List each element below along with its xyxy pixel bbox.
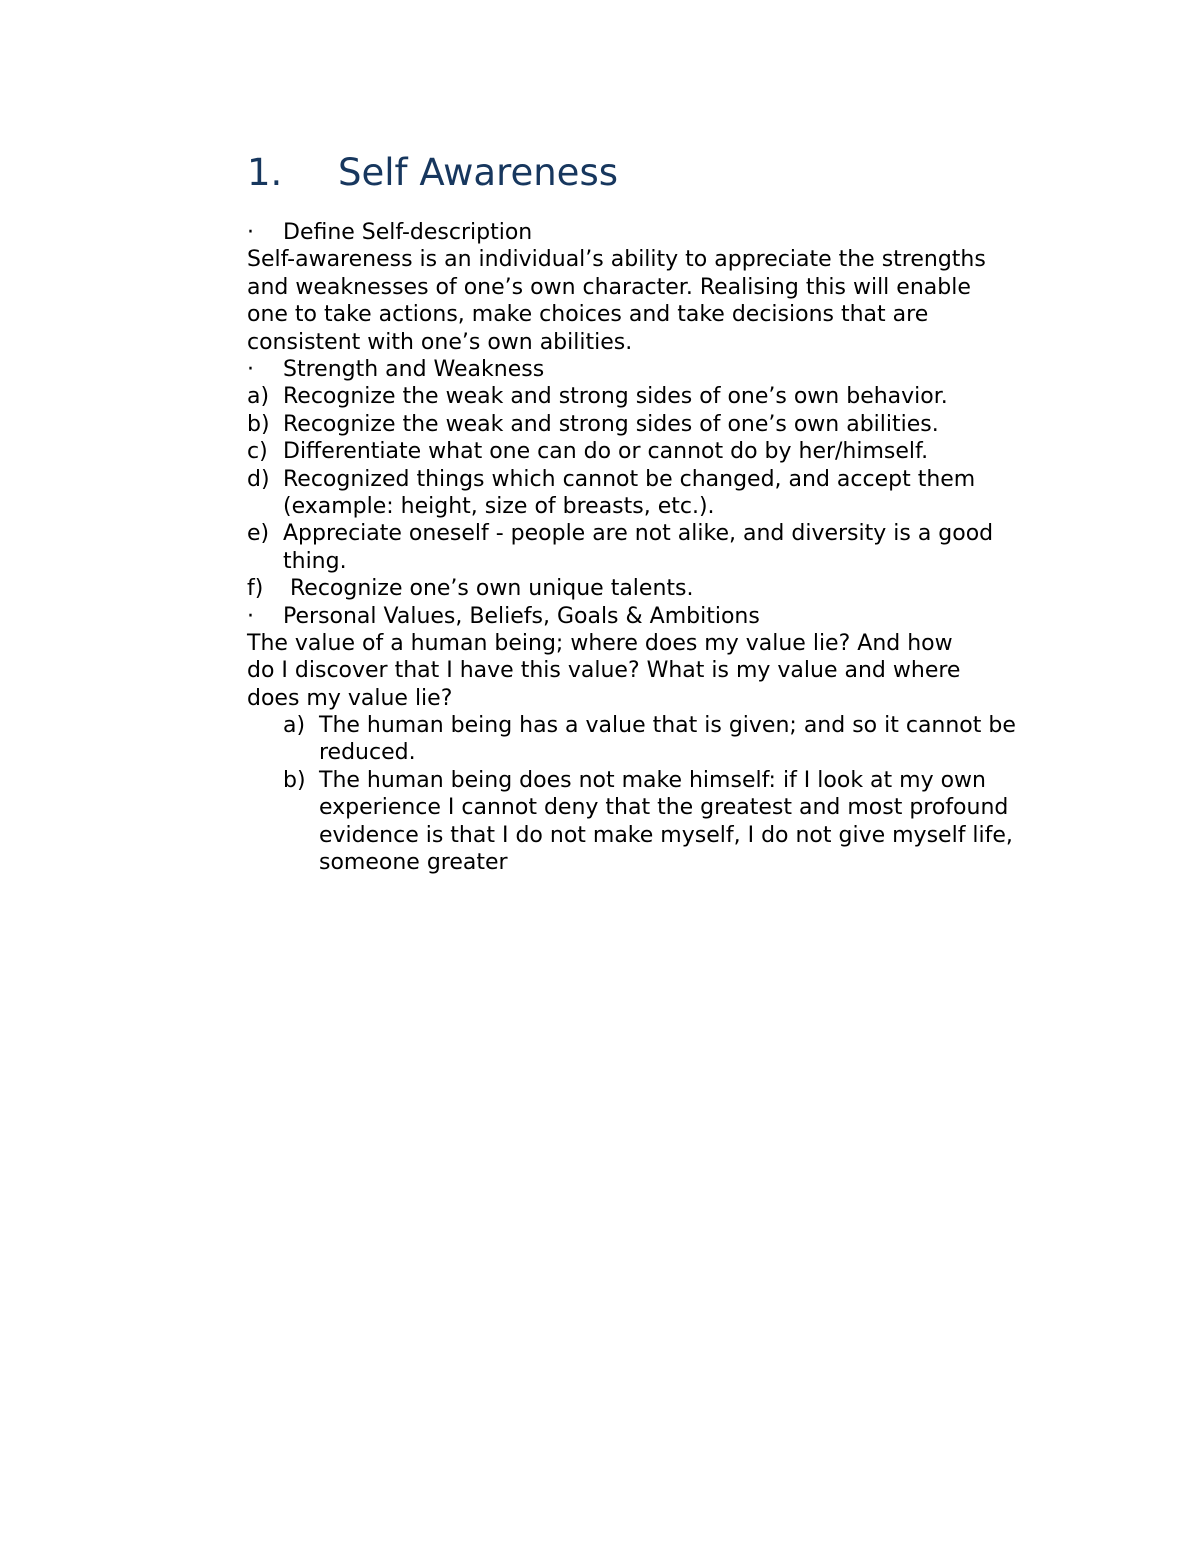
paragraph-line: and weaknesses of one’s own character. Realising this will enable	[247, 274, 971, 300]
document-body	[247, 219, 1047, 876]
list-item-text: Appreciate oneself - people are not alike, and diversity is a good	[283, 521, 994, 547]
section-heading	[247, 150, 618, 196]
list-item-text: Recognize one’s own unique talents.	[283, 576, 694, 602]
list-item-text: (example: height, size of breasts, etc.).	[283, 493, 715, 519]
list-item-text: Recognize the weak and strong sides of one’s own behavior.	[283, 384, 948, 410]
list-item	[247, 520, 1047, 575]
bullet-heading-define	[247, 219, 1047, 246]
list-item-text: Recognized things which cannot be changed, and accept them	[283, 466, 976, 492]
list-marker: a)	[283, 713, 306, 739]
list-marker: c)	[247, 439, 268, 465]
list-item-text: Differentiate what one can do or cannot do by her/himself.	[283, 439, 929, 465]
bullet-symbol: ·	[247, 356, 254, 382]
paragraph-line: one to take actions, make choices and take decisions that are	[247, 302, 929, 328]
list-item	[247, 466, 1047, 521]
paragraph-line: Self-awareness is an individual’s ability to appreciate the strengths	[247, 247, 986, 273]
heading-number: 1.	[247, 151, 283, 194]
bullet-heading-values	[247, 603, 1047, 630]
list-marker: b)	[283, 767, 306, 793]
list-item	[247, 712, 1047, 767]
list-item-text: someone greater	[319, 850, 508, 876]
list-item	[247, 383, 1047, 410]
list-item	[247, 767, 1047, 877]
bullet-heading-strength	[247, 356, 1047, 383]
definition-paragraph	[247, 246, 1047, 356]
values-paragraph	[247, 630, 1047, 712]
bullet-heading-text: Define Self-description	[283, 220, 533, 245]
list-marker: b)	[247, 411, 270, 437]
list-item-text: evidence is that I do not make myself, I do not give myself life,	[319, 822, 1013, 848]
list-marker: a)	[247, 384, 270, 410]
list-marker: d)	[247, 466, 270, 492]
list-item-text: The human being has a value that is given; and so it cannot be	[319, 713, 1016, 739]
list-item-text: reduced.	[319, 740, 416, 766]
paragraph-line: does my value lie?	[247, 685, 453, 711]
paragraph-line: The value of a human being; where does my value lie? And how	[247, 630, 953, 656]
bullet-heading-text: Strength and Weakness	[283, 356, 545, 382]
bullet-heading-text: Personal Values, Beliefs, Goals & Ambitions	[283, 603, 760, 629]
heading-title: Self Awareness	[338, 151, 618, 194]
paragraph-line: do I discover that I have this value? What is my value and where	[247, 658, 961, 684]
list-item-text: Recognize the weak and strong sides of one’s own abilities.	[283, 411, 939, 437]
list-marker: f)	[247, 576, 264, 602]
paragraph-line: consistent with one’s own abilities.	[247, 329, 633, 355]
list-marker: e)	[247, 521, 270, 547]
list-item	[247, 438, 1047, 465]
list-item-text: The human being does not make himself: if I look at my own	[319, 767, 986, 793]
list-item	[247, 411, 1047, 438]
list-item	[247, 575, 1047, 602]
list-item-text: experience I cannot deny that the greatest and most profound	[319, 795, 1009, 821]
list-item-text: thing.	[283, 548, 347, 574]
bullet-symbol: ·	[247, 220, 254, 245]
bullet-symbol: ·	[247, 603, 254, 629]
